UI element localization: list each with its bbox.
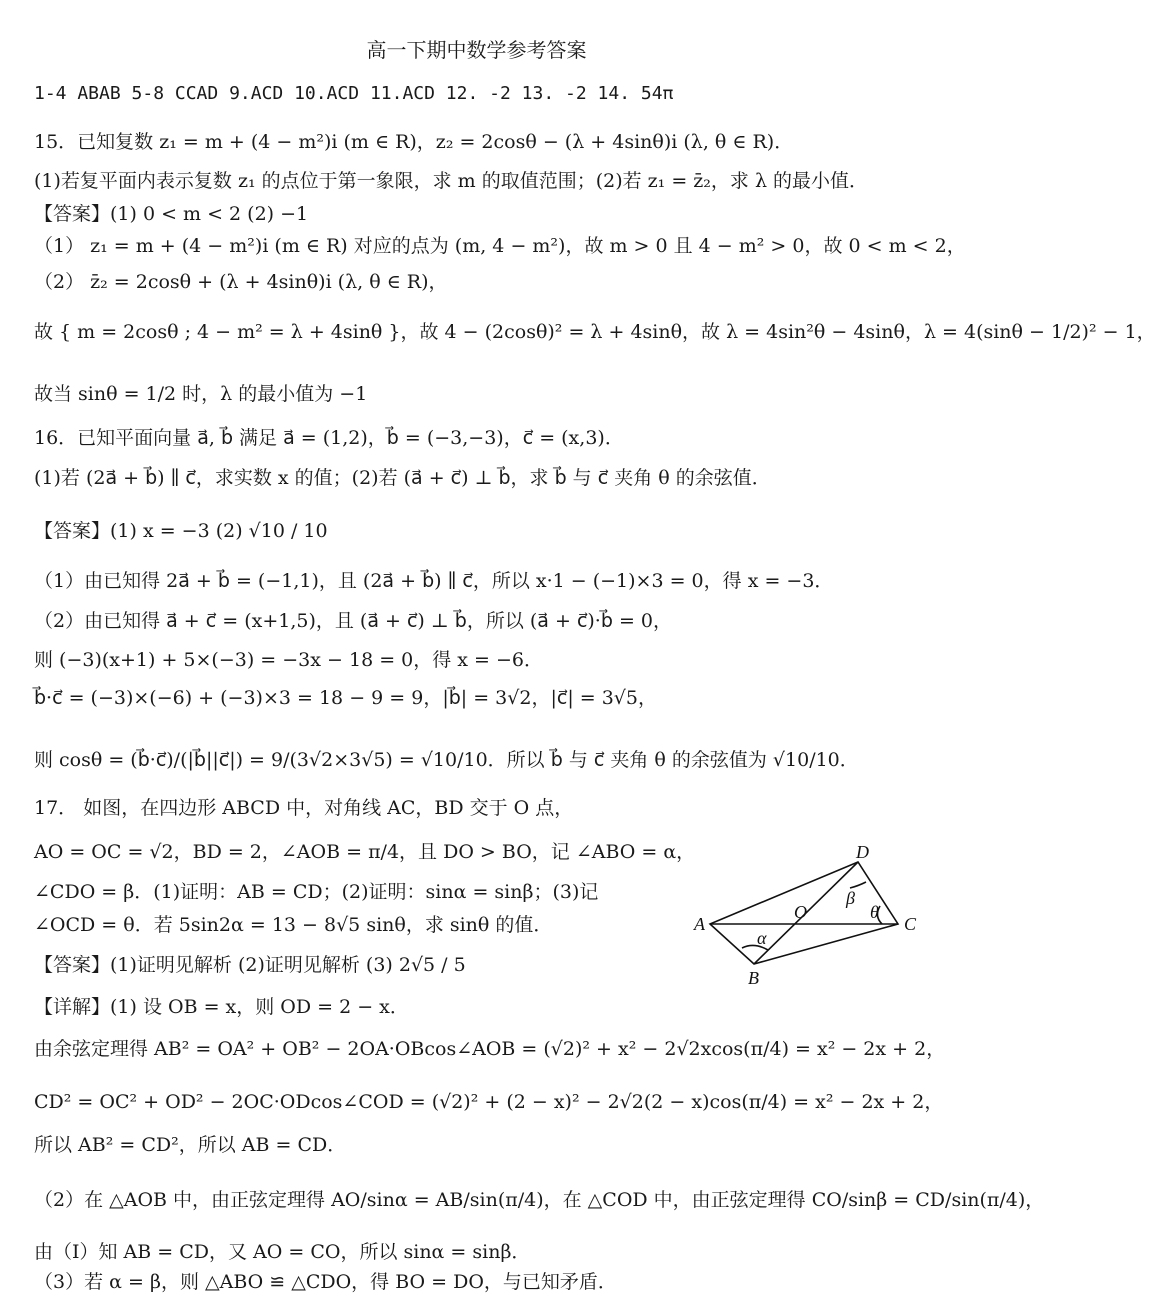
q17-detail-4: 所以 AB² = CD²，所以 AB = CD． bbox=[34, 1134, 347, 1156]
q16-sol-2: （2）由已知得 a⃗ + c⃗ = (x+1,5)，且 (a⃗ + c⃗) ⊥ b⃗，所以 (a⃗ + c⃗)·b⃗ = 0， bbox=[34, 610, 672, 632]
q17-stem-4: ∠OCD = θ．若 5sin2α = 13 − 8√5 sinθ，求 sinθ 的值． bbox=[34, 914, 553, 936]
q15-sol-2: （2） z̄₂ = 2cosθ + (λ + 4sinθ)i (λ, θ ∈ R)， bbox=[34, 271, 448, 293]
label-d: D bbox=[856, 842, 869, 862]
label-c: C bbox=[904, 914, 917, 934]
label-alpha: α bbox=[757, 928, 767, 948]
page-title: 高一下期中数学参考答案 bbox=[366, 38, 587, 62]
q15-answer: 【答案】(1) 0 < m < 2 (2) −1 bbox=[34, 203, 309, 225]
q15-sol-1: （1） z₁ = m + (4 − m²)i (m ∈ R) 对应的点为 (m, 4 − m²)，故 m > 0 且 4 − m² > 0，故 0 < m < 2， bbox=[34, 235, 966, 257]
label-o: O bbox=[794, 902, 807, 922]
q15-parts: (1)若复平面内表示复数 z₁ 的点位于第一象限，求 m 的取值范围；(2)若 z₁ = z̄₂，求 λ 的最小值． bbox=[34, 170, 869, 192]
q17-detail-7: （3）若 α = β，则 △ABO ≌ △CDO，得 BO = DO，与已知矛盾． bbox=[34, 1271, 617, 1293]
q16-sol-3: 则 (−3)(x+1) + 5×(−3) = −3x − 18 = 0，得 x = −6． bbox=[34, 649, 544, 671]
q16-parts: (1)若 (2a⃗ + b⃗) ∥ c⃗，求实数 x 的值；(2)若 (a⃗ + c⃗) ⊥ b⃗，求 b⃗ 与 c⃗ 夹角 θ 的余弦值． bbox=[34, 467, 771, 489]
label-a: A bbox=[694, 914, 705, 934]
q17-stem-3: ∠CDO = β．(1)证明：AB = CD；(2)证明：sinα = sinβ；(3)记 bbox=[34, 881, 599, 903]
q17-stem-2: AO = OC = √2，BD = 2，∠AOB = π/4，且 DO > BO，记 ∠ABO = α， bbox=[34, 841, 696, 863]
q17-detail-6: 由（Ⅰ）知 AB = CD，又 AO = CO，所以 sinα = sinβ． bbox=[34, 1241, 531, 1263]
answers-row: 1-4 ABAB 5-8 CCAD 9.ACD 10.ACD 11.ACD 12. -2 13. -2 14. 54π bbox=[34, 83, 674, 104]
label-theta: θ bbox=[870, 902, 879, 922]
q17-detail-3: CD² = OC² + OD² − 2OC·ODcos∠COD = (√2)² + (2 − x)² − 2√2(2 − x)cos(π/4) = x² − 2x + 2， bbox=[34, 1091, 944, 1113]
q15-stem: 15．已知复数 z₁ = m + (4 − m²)i (m ∈ R)，z₂ = 2cosθ − (λ + 4sinθ)i (λ, θ ∈ R)． bbox=[34, 131, 794, 153]
label-b: B bbox=[748, 968, 759, 988]
q15-sol-4: 故当 sinθ = 1/2 时，λ 的最小值为 −1 bbox=[34, 383, 368, 405]
q17-stem-1: 17． 如图，在四边形 ABCD 中，对角线 AC，BD 交于 O 点， bbox=[34, 797, 574, 819]
q15-sol-3: 故 { m = 2cosθ ; 4 − m² = λ + 4sinθ }，故 4 − (2cosθ)² = λ + 4sinθ，故 λ = 4sin²θ − 4sinθ，λ = 4(sinθ − 1/2)² − 1， bbox=[34, 321, 1156, 343]
q17-detail-5: （2）在 △AOB 中，由正弦定理得 AO/sinα = AB/sin(π/4)，在 △COD 中，由正弦定理得 CO/sinβ = CD/sin(π/4)， bbox=[34, 1189, 1045, 1211]
quadrilateral-figure bbox=[690, 842, 930, 992]
q16-sol-5: 则 cosθ = (b⃗·c⃗)/(|b⃗||c⃗|) = 9/(3√2×3√5) = √10/10．所以 b⃗ 与 c⃗ 夹角 θ 的余弦值为 √10/10． bbox=[34, 749, 859, 771]
q17-detail-2: 由余弦定理得 AB² = OA² + OB² − 2OA·OBcos∠AOB = (√2)² + x² − 2√2xcos(π/4) = x² − 2x + 2， bbox=[34, 1038, 946, 1060]
q17-detail-1: 【详解】(1) 设 OB = x，则 OD = 2 − x． bbox=[34, 996, 409, 1018]
q16-stem: 16．已知平面向量 a⃗, b⃗ 满足 a⃗ = (1,2)，b⃗ = (−3,−3)，c⃗ = (x,3)． bbox=[34, 427, 624, 449]
q17-answer: 【答案】(1)证明见解析 (2)证明见解析 (3) 2√5 / 5 bbox=[34, 954, 466, 976]
q16-answer: 【答案】(1) x = −3 (2) √10 / 10 bbox=[34, 520, 328, 542]
label-beta: β bbox=[846, 888, 855, 908]
q16-sol-1: （1）由已知得 2a⃗ + b⃗ = (−1,1)，且 (2a⃗ + b⃗) ∥ c⃗，所以 x·1 − (−1)×3 = 0，得 x = −3． bbox=[34, 570, 834, 592]
q16-sol-4: b⃗·c⃗ = (−3)×(−6) + (−3)×3 = 18 − 9 = 9，|b⃗| = 3√2，|c⃗| = 3√5， bbox=[34, 687, 658, 709]
